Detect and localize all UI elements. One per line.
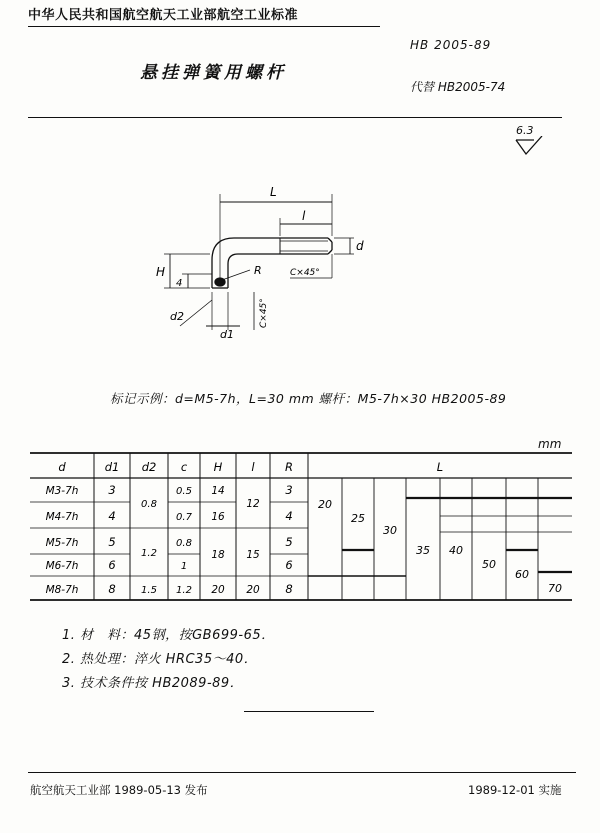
- cell-d2-merged: 1.2: [141, 548, 157, 559]
- cell-d: M4-7h: [45, 511, 79, 523]
- col-header-d2: d2: [141, 460, 157, 474]
- cell-d: M6-7h: [45, 560, 79, 572]
- cell-l-merged: 15: [246, 549, 260, 561]
- cell-R: 4: [285, 509, 293, 523]
- header-rule-top: [28, 26, 380, 27]
- cell-d1: 3: [108, 483, 116, 497]
- col-header-l: l: [251, 460, 255, 474]
- cell-H-merged: 18: [211, 549, 225, 561]
- organization-header: 中华人民共和国航空航天工业部航空工业标准: [28, 8, 299, 23]
- cell-d1: 8: [108, 582, 116, 596]
- cell-R: 6: [285, 558, 293, 572]
- cell-H: 20: [211, 584, 225, 596]
- dimension-table: [30, 452, 572, 602]
- col-header-L: L: [436, 460, 444, 474]
- cell-d: M5-7h: [45, 537, 79, 549]
- cell-L-value: 40: [449, 544, 463, 557]
- dim-4: 4: [176, 278, 183, 289]
- cell-R: 5: [285, 535, 293, 549]
- page-title: 悬挂弹簧用螺杆: [140, 63, 287, 83]
- footer-rule: [28, 772, 576, 773]
- col-header-d: d: [58, 460, 66, 474]
- roughness-symbol-icon: [512, 136, 544, 158]
- cell-L-value: 30: [383, 524, 397, 537]
- replaces-standard: 代替 HB2005-74: [410, 80, 506, 94]
- cell-d: M3-7h: [45, 485, 79, 497]
- notes-end-rule: [244, 711, 374, 712]
- standard-number: HB 2005-89: [410, 38, 492, 52]
- col-header-R: R: [285, 460, 293, 474]
- cell-L-value: 70: [548, 582, 562, 595]
- dim-cx45-vertical: C×45°: [259, 298, 269, 328]
- cell-H: 14: [211, 485, 225, 497]
- dim-d1: d1: [220, 328, 234, 340]
- cell-L-value: 35: [416, 544, 430, 557]
- cell-l: 20: [246, 584, 260, 596]
- unit-label: mm: [538, 437, 562, 451]
- cell-c: 1.2: [176, 585, 192, 596]
- note-technical-conditions: 3. 技术条件按 HB2089-89．: [62, 676, 244, 691]
- cell-L-value: 60: [515, 568, 529, 581]
- cell-d2: 1.5: [141, 585, 157, 596]
- cell-l-merged: 12: [246, 498, 260, 510]
- dim-l: l: [302, 209, 306, 223]
- cell-L-value: 25: [351, 512, 365, 525]
- dim-cx45: C×45°: [290, 268, 320, 278]
- cell-H: 16: [211, 511, 225, 523]
- roughness-value: 6.3: [516, 124, 534, 137]
- dim-R: R: [254, 264, 262, 277]
- cell-L-value: 20: [318, 498, 332, 511]
- cell-d: M8-7h: [45, 584, 79, 596]
- cell-c: 0.7: [176, 512, 192, 523]
- marking-example: 标记示例：d=M5-7h，L=30 mm 螺杆：M5-7h×30 HB2005-89: [110, 391, 507, 406]
- cell-R: 3: [285, 483, 293, 497]
- bolt-drawing: [150, 180, 380, 340]
- cell-d2-merged: 0.8: [141, 499, 157, 510]
- dim-d: d: [356, 239, 364, 253]
- cell-d1: 5: [108, 535, 116, 549]
- cell-c: 0.5: [176, 486, 192, 497]
- col-header-H: H: [213, 460, 223, 474]
- issuer-date: 航空航天工业部 1989-05-13 发布: [30, 783, 208, 797]
- dim-H: H: [156, 265, 166, 279]
- cell-L-value: 50: [482, 558, 496, 571]
- effective-date: 1989-12-01 实施: [468, 783, 562, 797]
- note-heat-treatment: 2. 热处理：淬火 HRC35～40．: [62, 652, 258, 667]
- cell-R: 8: [285, 582, 293, 596]
- col-header-d1: d1: [104, 460, 120, 474]
- cell-c: 1: [180, 561, 188, 572]
- cell-d1: 4: [108, 509, 116, 523]
- cell-c: 0.8: [176, 538, 192, 549]
- cell-d1: 6: [108, 558, 116, 572]
- col-header-c: c: [180, 460, 188, 474]
- dim-d2: d2: [170, 310, 184, 323]
- note-material: 1. 材 料：45钢，按GB699-65．: [62, 628, 275, 643]
- dim-L: L: [270, 185, 277, 199]
- header-rule: [28, 117, 562, 118]
